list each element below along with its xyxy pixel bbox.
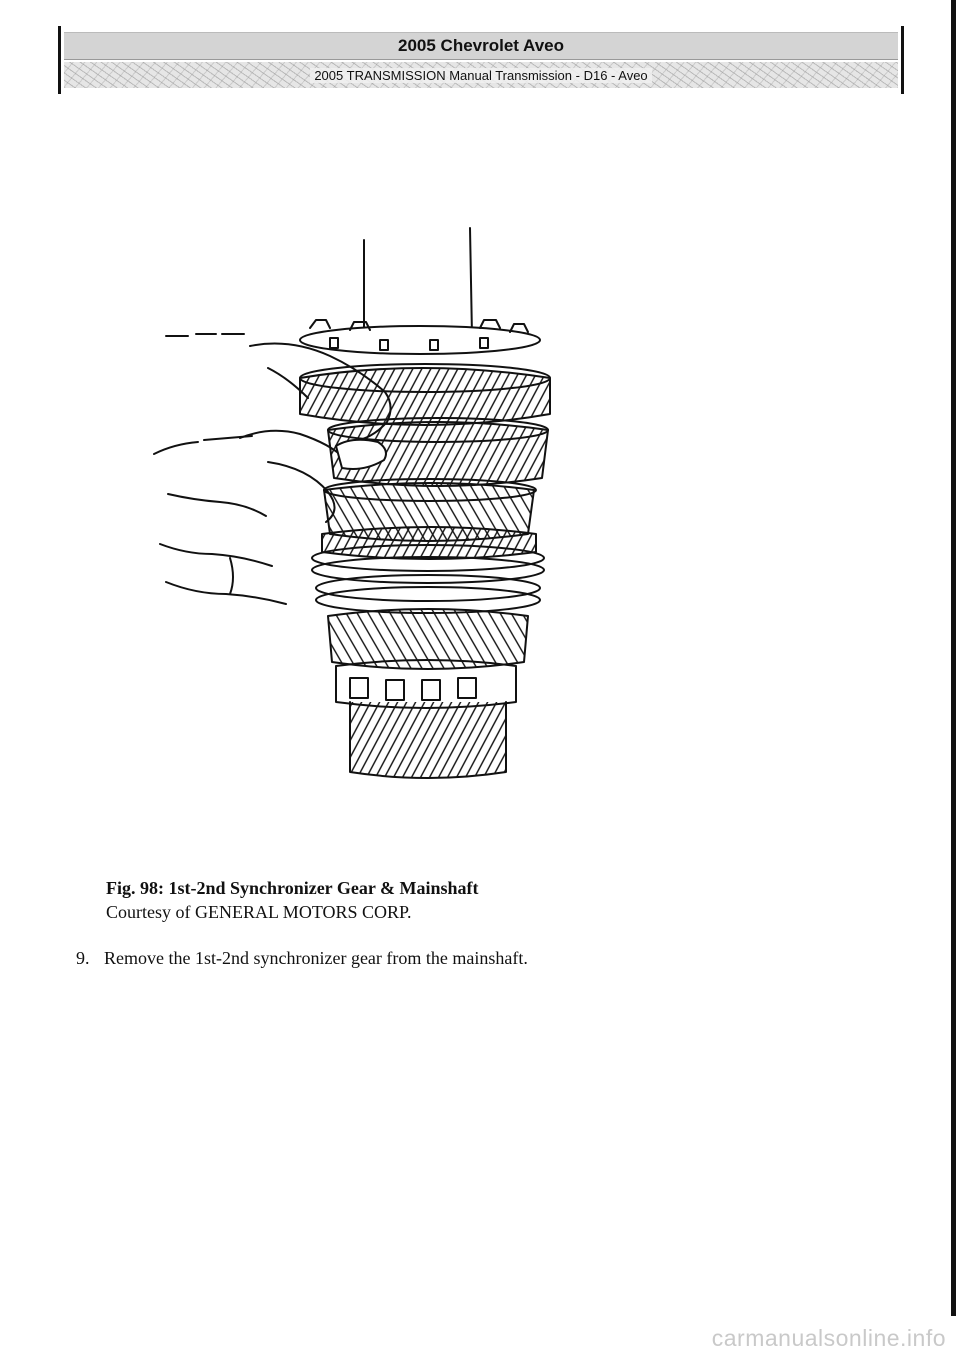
- header-title: 2005 Chevrolet Aveo: [64, 32, 898, 60]
- figure-caption: [106, 876, 479, 924]
- step-text: Remove the 1st-2nd synchronizer gear from the mainshaft.: [104, 948, 528, 968]
- figure-caption-title: Fig. 98: 1st-2nd Synchronizer Gear & Mainshaft: [106, 878, 479, 898]
- page-header: [58, 26, 904, 94]
- step-number: 9.: [76, 948, 90, 968]
- page-right-border: [951, 0, 956, 1316]
- figure-caption-credit: Courtesy of GENERAL MOTORS CORP.: [106, 902, 412, 922]
- footer-watermark[interactable]: carmanualsonline.info: [711, 1325, 946, 1351]
- header-left-border: [58, 26, 61, 94]
- header-subtitle-bar: [64, 62, 898, 88]
- header-subtitle: 2005 TRANSMISSION Manual Transmission - D16 - Aveo: [310, 68, 651, 83]
- procedure-step: [76, 948, 528, 969]
- header-right-border: [901, 26, 904, 94]
- synchronizer-gear-illustration: [150, 218, 570, 788]
